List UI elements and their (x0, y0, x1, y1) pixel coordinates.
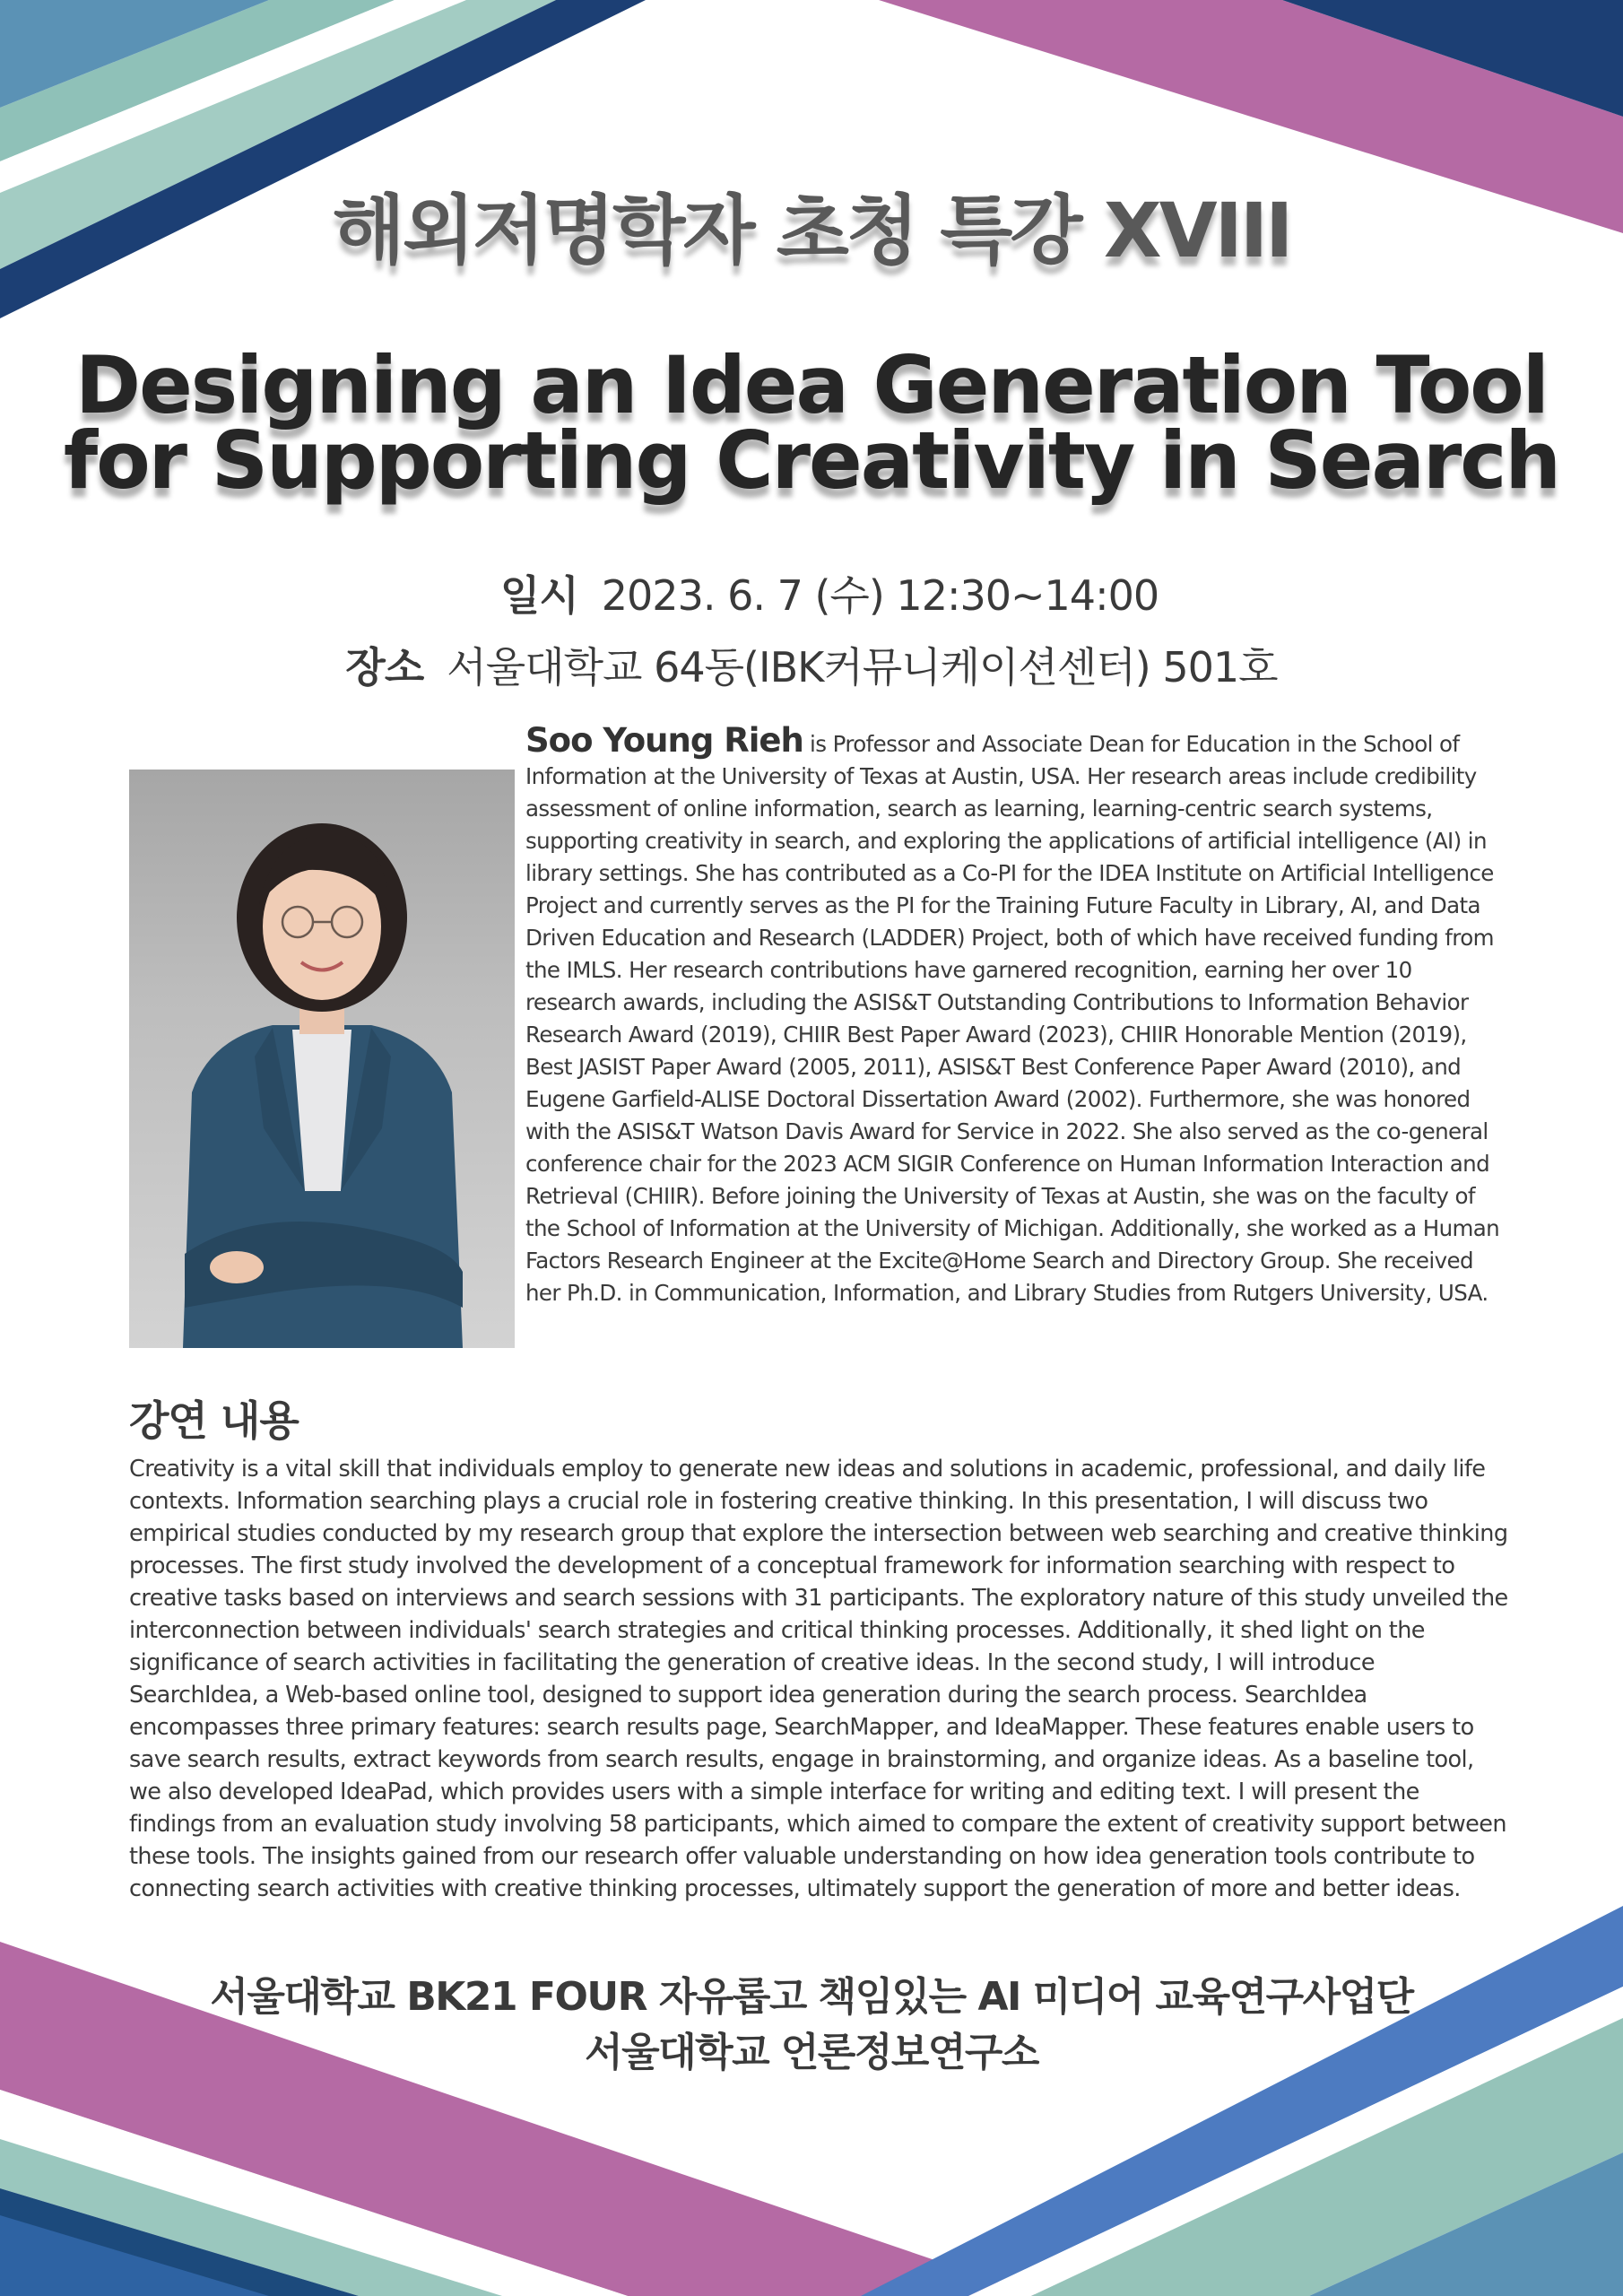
event-place (0, 635, 1623, 694)
speaker-photo (129, 770, 515, 1348)
place-value: 서울대학교 64동(IBK커뮤니케이션센터) 501호 (447, 643, 1278, 691)
title-line-1: Designing an Idea Generation Tool (75, 339, 1548, 431)
page-title (0, 339, 1623, 507)
speaker-bio (525, 721, 1506, 1309)
organizer-2: 서울대학교 언론정보연구소 (585, 2030, 1038, 2075)
speaker-bio-text: is Professor and Associate Dean for Education in the School of Information at the University of Texas at Austin, USA. Her research areas include credibility assessment of online information, search as learning, learning-centric search systems, supporting creativity in search, and exploring the applications of artificial intelligence (AI) in library settings. She has contributed as a Co-PI for the IDEA Institute on Artificial Intelligence Project and currently serves as the PI for the Training Future Faculty in Library, AI, and Data Driven Education and Research (LADDER) Project, both of which have received funding from the IMLS. Her research contributions have garnered recognition, earning her over 10 research awards, including the ASIS&T Outstanding Contributions to Information Behavior Research Award (2019), CHIIR Best Paper Award (2023), CHIIR Honorable Mention (2019), Best JASIST Paper Award (2005, 2011), ASIS&T Best Conference Paper Award (2010), and Eugene Garfield-ALISE Doctoral Dissertation Award (2002). Furthermore, she was honored with the ASIS&T Watson Davis Award for Service in 2022. She also served as the co-general conference chair for the 2023 ACM SIGIR Conference on Human Information Interaction and Retrieval (CHIIR). Before joining the University of Texas at Austin, she was on the faculty of the School of Information at the University of Michigan. Additionally, she worked as a Human Factors Research Engineer at the Excite@Home Search and Directory Group. She received her Ph.D. in Communication, Information, and Library Studies from Rutgers University, USA. (525, 731, 1500, 1306)
lecture-series-title: 해외저명학자 초청 특강 XVIII (332, 187, 1291, 274)
lecture-abstract: Creativity is a vital skill that individuals employ to generate new ideas and solutions in academic, professional, and daily life contexts. Information searching plays a crucial role in fostering creative thinking. In this presentation, I will discuss two empirical studies conducted by my research group that explore the intersection between web searching and creative thinking processes. The first study involved the development of a conceptual framework for information searching with respect to creative tasks based on interviews and search sessions with 31 participants. The exploratory nature of this study unveiled the interconnection between individuals' search strategies and critical thinking processes. Additionally, it shed light on the significance of search activities in facilitating the generation of creative ideas. In the second study, I will introduce SearchIdea, a Web-based online tool, designed to support idea generation during the search process. SearchIdea encompasses three primary features: search results page, SearchMapper, and IdeaMapper. These features enable users to save search results, extract keywords from search results, engage in brainstorming, and organize ideas. As a baseline tool, we also developed IdeaPad, which provides users with a simple interface for writing and editing text. I will present the findings from an evaluation study involving 58 participants, which aimed to compare the extent of creativity support between these tools. The insights gained from our research offer valuable understanding on how idea generation tools contribute to connecting search activities with creative thinking processes, ultimately support the generation of more and better ideas. (129, 1456, 1508, 1902)
lecture-heading: 강연 내용 (129, 1396, 299, 1445)
organizer-1: 서울대학교 BK21 FOUR 자유롭고 책임있는 AI 미디어 교육연구사업단 (210, 1974, 1413, 2020)
title-line-2: for Supporting Creativity in Search (63, 414, 1560, 507)
event-date (0, 563, 1623, 622)
speaker-name: Soo Young Rieh (525, 721, 803, 760)
hand (210, 1251, 264, 1283)
date-value: 2023. 6. 7 (수) 12:30~14:00 (601, 571, 1159, 620)
date-label: 일시 (499, 571, 578, 620)
place-label: 장소 (345, 643, 424, 691)
